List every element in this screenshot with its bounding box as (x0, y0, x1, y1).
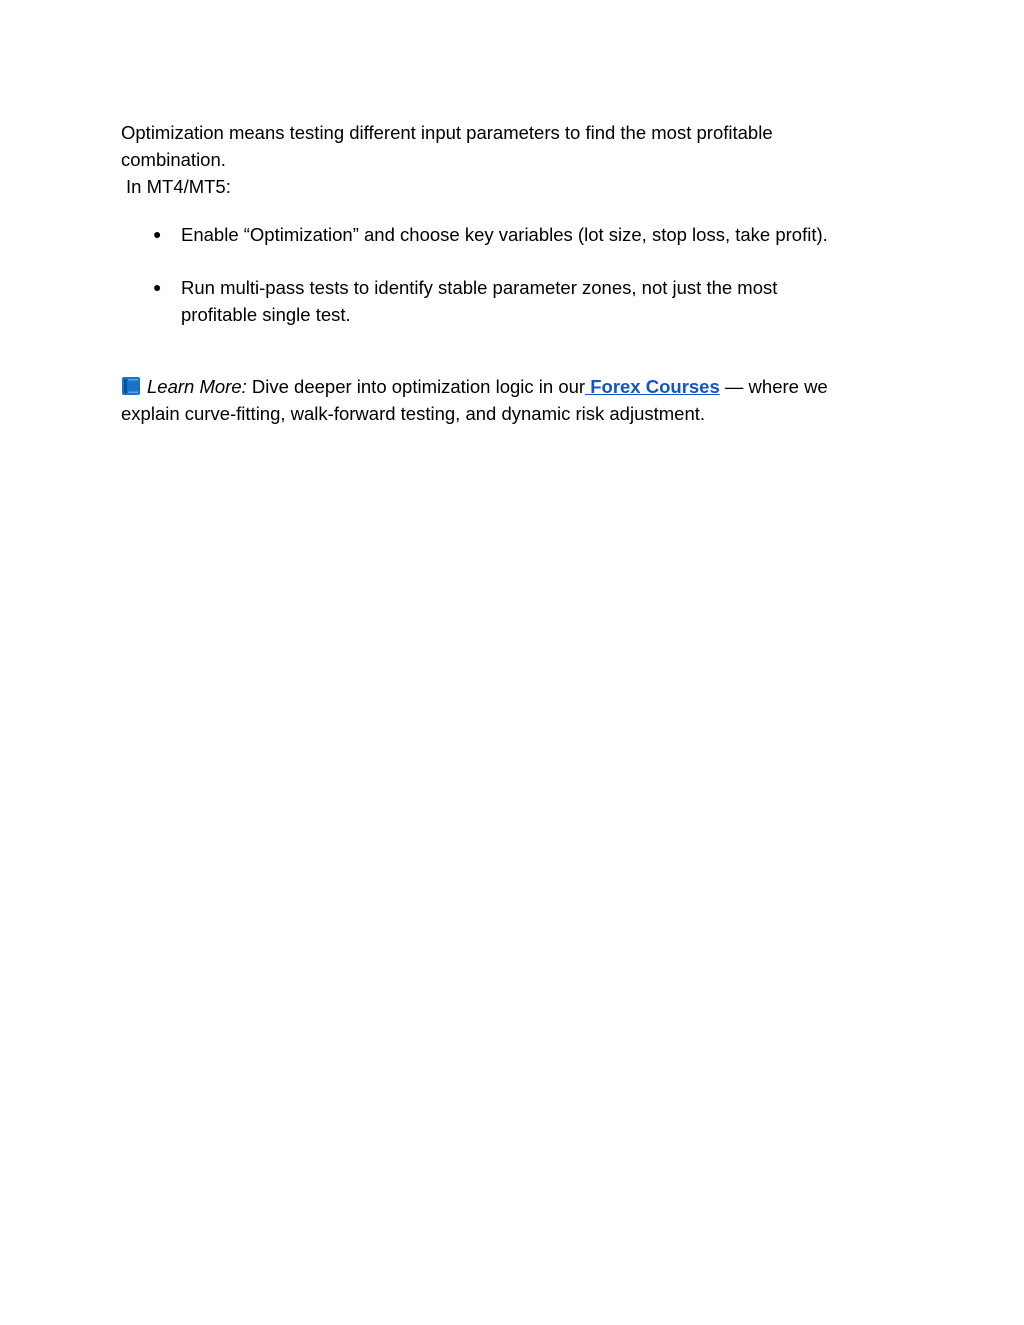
bullet-text: Enable “Optimization” and choose key variables (lot size, stop loss, take profit). (181, 224, 828, 245)
intro-line-2: combination. (121, 149, 226, 170)
bullet-icon: ● (153, 279, 162, 295)
blue-book-icon (121, 376, 141, 396)
forex-courses-link[interactable]: Forex Courses (585, 376, 720, 397)
bullet-text: Run multi-pass tests to identify stable parameter zones, not just the most (181, 277, 778, 298)
learn-more-label: Learn More: (147, 376, 247, 397)
intro-line-3: In MT4/MT5: (126, 176, 231, 197)
bullet-list (121, 221, 911, 328)
learn-more-line-2: explain curve-fitting, walk-forward testing, and dynamic risk adjustment. (121, 403, 706, 424)
intro-paragraph (121, 119, 911, 200)
learn-more-text-after: — where we (719, 376, 828, 397)
bullet-text-continued: profitable single test. (181, 304, 351, 325)
bullet-icon: ● (153, 226, 162, 242)
learn-more-text: Dive deeper into optimization logic in our (246, 376, 586, 397)
list-item (121, 221, 911, 248)
learn-more-paragraph (121, 373, 911, 427)
list-item (121, 274, 911, 328)
intro-line-1: Optimization means testing different input parameters to find the most profitable (121, 122, 773, 143)
document-page (121, 119, 911, 427)
